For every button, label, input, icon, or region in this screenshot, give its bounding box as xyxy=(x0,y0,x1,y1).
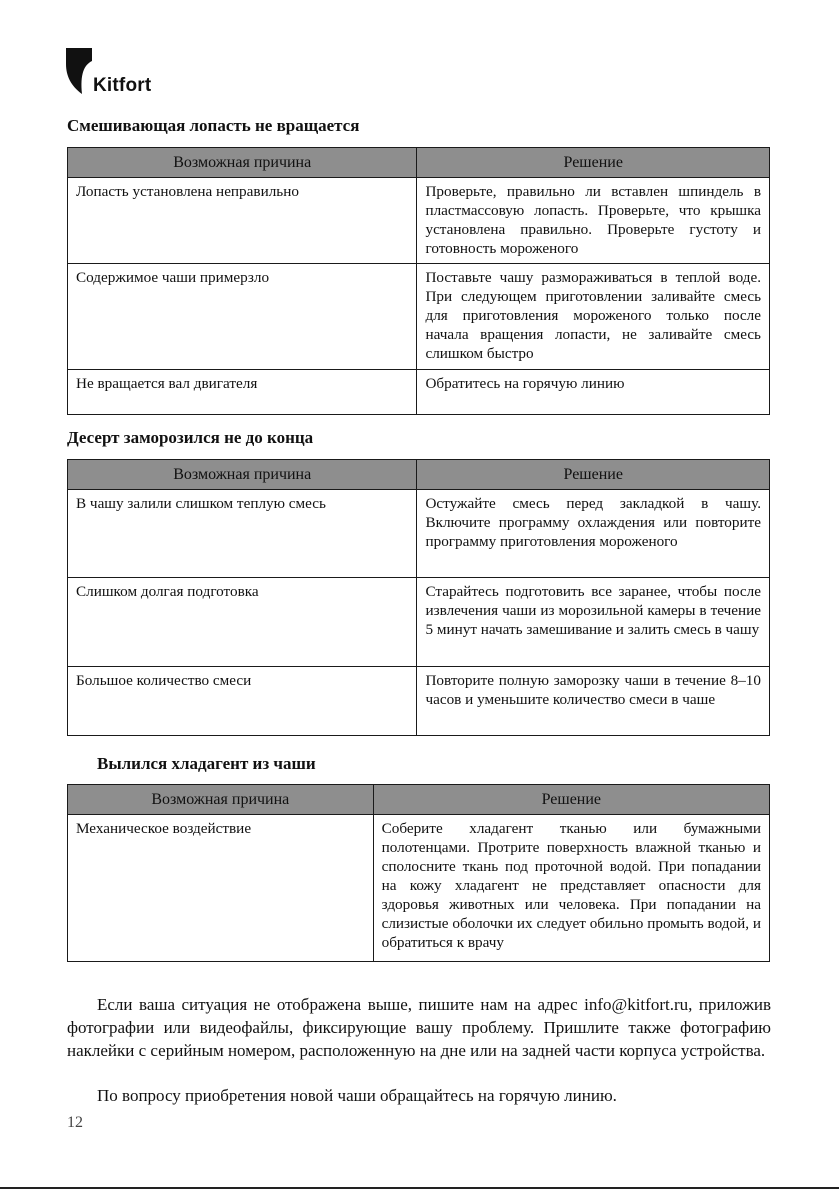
section-title-mixing-paddle: Смешивающая лопасть не вращается xyxy=(67,116,360,135)
contact-paragraph: Если ваша ситуация не отображена выше, пишите нам на адрес info@kitfort.ru, приложив фотографии или видеофайлы, фиксирующие вашу проблему. Пришлите также фотографию наклейки с серийным номером, расположенную на дне или на задней части корпуса устройства. xyxy=(67,995,771,1060)
header-cause: Возможная причина xyxy=(68,148,417,178)
cause-cell: Механическое воздействие xyxy=(68,815,374,962)
cause-cell: Лопасть установлена неправильно xyxy=(68,178,417,264)
table-row xyxy=(68,667,770,736)
solution-cell: Соберите хладагент тканью или бумажными полотенцами. Протрите поверхность влажной тканью и сполосните ткань под проточной водой. При попадании на кожу хладагент не представляет опасности для здоровья животных или человека. При попадании на слизистые оболочки их следует обильно промыть водой, и обратиться к врачу xyxy=(373,815,769,962)
solution-cell: Обратитесь на горячую линию xyxy=(417,370,770,415)
table-row xyxy=(68,370,770,415)
section-title-refrigerant-leak: Вылился хладагент из чаши xyxy=(97,754,316,773)
header-solution: Решение xyxy=(417,148,770,178)
solution-cell: Повторите полную заморозку чаши в течение 8–10 часов и уменьшите количество смеси в чаше xyxy=(417,667,770,736)
solution-cell: Старайтесь подготовить все заранее, чтобы после извлечения чаши из морозильной камеры в течение 5 минут начать замешивание и залить смесь в чашу xyxy=(417,578,770,667)
bowl-purchase-paragraph: По вопросу приобретения новой чаши обращайтесь на горячую линию. xyxy=(97,1086,617,1105)
solution-cell: Поставьте чашу размораживаться в теплой воде. При следующем приготовлении заливайте смесь для приготовления мороженого только после начала вращения лопасти, не заливайте смесь слишком быстро xyxy=(417,264,770,370)
troubleshooting-table-3 xyxy=(67,784,770,962)
brand-name: Kitfort xyxy=(93,75,152,96)
page-number: 12 xyxy=(67,1114,83,1131)
solution-cell: Остужайте смесь перед закладкой в чашу. Включите программу охлаждения или повторите программу приготовления мороженого xyxy=(417,490,770,578)
table-row xyxy=(68,264,770,370)
header-solution: Решение xyxy=(417,460,770,490)
table-row xyxy=(68,178,770,264)
cause-cell: Не вращается вал двигателя xyxy=(68,370,417,415)
cause-cell: Содержимое чаши примерзло xyxy=(68,264,417,370)
table-row xyxy=(68,578,770,667)
table-header-row xyxy=(68,148,770,178)
brand-logo xyxy=(66,48,176,98)
troubleshooting-table-1 xyxy=(67,147,770,415)
table-row xyxy=(68,490,770,578)
solution-cell: Проверьте, правильно ли вставлен шпиндель в пластмассовую лопасть. Проверьте, что крышка установлена правильно. Проверьте густоту и готовность мороженого xyxy=(417,178,770,264)
bottom-rule xyxy=(0,1187,839,1189)
section-title-dessert-not-frozen: Десерт заморозился не до конца xyxy=(67,428,314,447)
table-row xyxy=(68,815,770,962)
cause-cell: Слишком долгая подготовка xyxy=(68,578,417,667)
kitfort-logo-icon xyxy=(66,48,92,94)
table-header-row xyxy=(68,460,770,490)
header-cause: Возможная причина xyxy=(68,460,417,490)
header-solution: Решение xyxy=(373,785,769,815)
cause-cell: Большое количество смеси xyxy=(68,667,417,736)
table-header-row xyxy=(68,785,770,815)
header-cause: Возможная причина xyxy=(68,785,374,815)
cause-cell: В чашу залили слишком теплую смесь xyxy=(68,490,417,578)
troubleshooting-table-2 xyxy=(67,459,770,736)
